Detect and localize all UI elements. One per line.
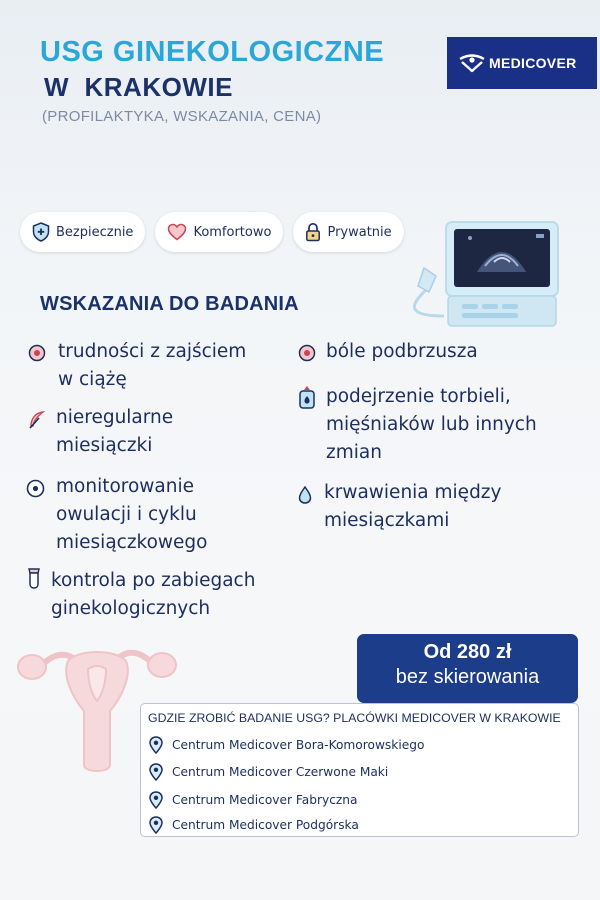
locations-heading: GDZIE ZROBIĆ BADANIE USG? PLACÓWKI MEDICOVER W KRAKOWIE <box>148 711 561 725</box>
feature-label: Bezpiecznie <box>56 224 134 240</box>
location-name: Centrum Medicover Czerwone Maki <box>172 765 389 779</box>
indication-item <box>298 338 478 366</box>
feature-pill-safe <box>20 212 145 252</box>
indication-item <box>26 567 255 623</box>
page-title-city: W KRAKOWIE <box>44 72 233 102</box>
location-item[interactable] <box>149 816 359 834</box>
ultrasound-machine-illustration <box>400 220 565 335</box>
feather-icon <box>28 410 46 430</box>
drop-container-icon <box>298 385 316 409</box>
indication-text: ginekologicznych <box>51 598 211 619</box>
location-item[interactable] <box>149 763 388 781</box>
map-pin-icon <box>149 763 163 781</box>
indication-text: miesiączkami <box>324 510 450 531</box>
drop-icon <box>298 486 312 504</box>
feature-pill-comfort <box>155 212 283 252</box>
ovum-icon <box>298 344 316 362</box>
indication-item <box>28 338 246 394</box>
price-note: bez skierowania <box>395 666 540 688</box>
indication-text: nieregularne <box>56 407 174 428</box>
probe-icon <box>26 567 42 589</box>
indication-item <box>28 404 173 460</box>
indication-text: bóle podbrzusza <box>326 341 478 362</box>
indication-item <box>298 479 501 535</box>
indication-text: trudności z zajściem <box>58 341 247 362</box>
medicover-logo[interactable] <box>447 37 597 89</box>
price-amount: Od 280 zł <box>423 641 512 663</box>
page-title: USG GINEKOLOGICZNE <box>40 36 385 68</box>
indication-text: krwawienia między <box>324 482 502 503</box>
indications-title: WSKAZANIA DO BADANIA <box>40 293 299 315</box>
logo-text: MEDICOVER <box>489 55 577 71</box>
shield-plus-icon <box>32 222 50 242</box>
price-badge <box>357 634 578 703</box>
indication-text: w ciążę <box>58 369 127 390</box>
indication-text: miesiączkowego <box>56 532 208 553</box>
location-item[interactable] <box>149 791 358 809</box>
location-item[interactable] <box>149 736 424 754</box>
location-name: Centrum Medicover Bora-Komorowskiego <box>172 738 425 752</box>
heart-icon <box>167 223 187 241</box>
map-pin-icon <box>149 791 163 809</box>
feature-pill-private <box>293 212 403 252</box>
feature-pills <box>20 212 404 252</box>
indication-text: kontrola po zabiegach <box>51 570 256 591</box>
location-name: Centrum Medicover Podgórska <box>172 818 359 832</box>
indication-text: miesiączki <box>56 435 153 456</box>
lock-icon <box>305 222 321 242</box>
medicover-symbol-icon <box>459 51 485 75</box>
locations-box <box>140 703 579 837</box>
ovum-icon <box>28 344 46 362</box>
map-pin-icon <box>149 816 163 834</box>
indication-item <box>298 383 537 467</box>
indication-text: podejrzenie torbieli, <box>326 386 511 407</box>
feature-label: Komfortowo <box>193 224 272 240</box>
indication-text: owulacji i cyklu <box>56 504 197 525</box>
location-name: Centrum Medicover Fabryczna <box>172 793 358 807</box>
page-subtitle: (PROFILAKTYKA, WSKAZANIA, CENA) <box>42 108 322 125</box>
indication-text: mięśniaków lub innych <box>326 414 537 435</box>
indication-item <box>26 473 208 557</box>
indication-text: zmian <box>326 442 382 463</box>
feature-label: Prywatnie <box>327 224 392 240</box>
indication-text: monitorowanie <box>56 476 195 497</box>
target-icon <box>26 479 45 498</box>
map-pin-icon <box>149 736 163 754</box>
